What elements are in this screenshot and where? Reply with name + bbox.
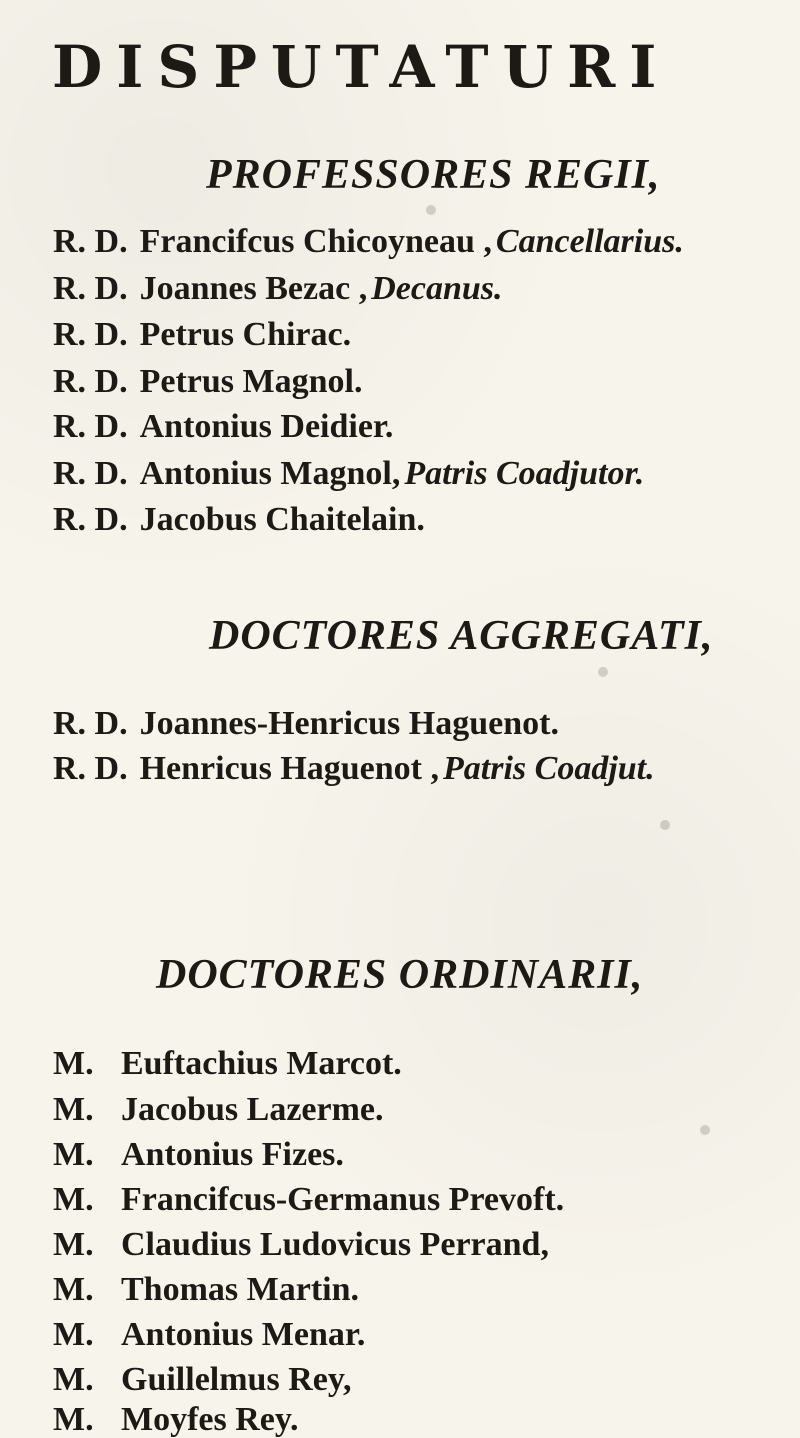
entry-ordinarii-6: [53, 1273, 359, 1307]
entry-professores-2: [53, 272, 503, 306]
entry-prefix: R. D.: [53, 270, 128, 307]
entry-prefix: M.: [53, 1181, 94, 1218]
ink-speck: [660, 820, 670, 830]
entry-text: Joannes-Henricus Haguenot.: [139, 705, 559, 742]
entry-text: Moyfes Rey.: [121, 1401, 299, 1438]
page-header: DISPUTATURI: [52, 33, 671, 101]
entry-ordinarii-3: [53, 1138, 344, 1172]
entry-ordinarii-2: [53, 1093, 384, 1127]
entry-text: Guillelmus Rey,: [121, 1361, 352, 1398]
entry-prefix: R. D.: [53, 316, 128, 353]
entry-prefix: M.: [53, 1316, 94, 1353]
entry-text: Francifcus Chicoyneau ,: [139, 223, 492, 260]
ink-speck: [426, 205, 436, 215]
entry-professores-3: [53, 318, 351, 352]
entry-prefix: M.: [53, 1401, 94, 1438]
entry-prefix: R. D.: [53, 750, 128, 787]
entry-aggregati-1: [53, 707, 559, 741]
entry-text: Euftachius Marcot.: [121, 1045, 402, 1082]
entry-ordinarii-1: [53, 1047, 402, 1081]
entry-role: Patris Coadjut.: [443, 750, 655, 787]
ink-speck: [598, 667, 608, 677]
entry-role: Decanus.: [371, 270, 503, 307]
entry-text: Jacobus Lazerme.: [121, 1091, 384, 1128]
entry-prefix: R. D.: [53, 408, 128, 445]
entry-text: Antonius Menar.: [121, 1316, 366, 1353]
entry-text: Antonius Fizes.: [121, 1136, 344, 1173]
entry-professores-1: [53, 225, 684, 259]
entry-prefix: M.: [53, 1361, 94, 1398]
entry-text: Petrus Chirac.: [139, 316, 352, 353]
entry-prefix: M.: [53, 1136, 94, 1173]
entry-prefix: M.: [53, 1045, 94, 1082]
entry-prefix: R. D.: [53, 501, 128, 538]
entry-prefix: R. D.: [53, 223, 128, 260]
entry-aggregati-2: [53, 752, 655, 786]
entry-text: Antonius Magnol,: [139, 455, 401, 492]
entry-prefix: R. D.: [53, 363, 128, 400]
entry-ordinarii-7: [53, 1318, 365, 1352]
entry-text: Claudius Ludovicus Perrand,: [121, 1226, 549, 1263]
entry-ordinarii-4: [53, 1183, 564, 1217]
entry-text: Joannes Bezac ,: [139, 270, 368, 307]
entry-text: Thomas Martin.: [121, 1271, 359, 1308]
entry-professores-6: [53, 457, 644, 491]
entry-ordinarii-9: [53, 1403, 299, 1437]
entry-prefix: M.: [53, 1226, 94, 1263]
entry-text: Jacobus Chaitelain.: [139, 501, 425, 538]
entry-text: Antonius Deidier.: [139, 408, 394, 445]
entry-prefix: R. D.: [53, 455, 128, 492]
entry-professores-7: [53, 503, 425, 537]
section-title-professores-regii: PROFESSORES REGII,: [206, 152, 661, 198]
entry-ordinarii-8: [53, 1363, 351, 1397]
entry-professores-5: [53, 410, 393, 444]
entry-role: Patris Coadjutor.: [404, 455, 645, 492]
entry-text: Petrus Magnol.: [139, 363, 363, 400]
entry-ordinarii-5: [53, 1228, 549, 1262]
entry-prefix: M.: [53, 1271, 94, 1308]
section-title-doctores-aggregati: DOCTORES AGGREGATI,: [209, 613, 714, 659]
section-title-doctores-ordinarii: DOCTORES ORDINARII,: [156, 952, 644, 998]
entry-prefix: R. D.: [53, 705, 128, 742]
entry-text: Henricus Haguenot ,: [139, 750, 440, 787]
entry-professores-4: [53, 365, 362, 399]
entry-prefix: M.: [53, 1091, 94, 1128]
entry-role: Cancellarius.: [495, 223, 684, 260]
ink-speck: [700, 1125, 710, 1135]
entry-text: Francifcus-Germanus Prevoft.: [121, 1181, 565, 1218]
